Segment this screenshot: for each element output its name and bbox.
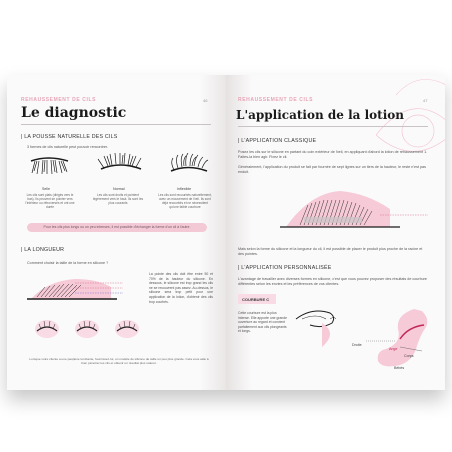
right-page [226,75,445,390]
section-heading-classique: | L'APPLICATION CLASSIQUE [238,138,317,144]
lash-type-desc-normal: Les cils sont droits et pointent légèrement vers le haut. Ils sont les plus courants [92,193,144,205]
curl-label-droite: Droite [352,343,362,347]
classique-caption: Mais selon la forme du silicone et la longueur du cil, il est possible de placer le produit plus proche de la racine et des pointes. [238,247,423,256]
title-divider-right [238,126,428,127]
section-heading-personnalisee: | L'APPLICATION PERSONNALISÉE [238,265,332,271]
silicone-length-diagram [27,275,125,305]
lotion-application-diagram [240,187,430,237]
lash-types-illustration [23,153,215,183]
classique-text-2: Généralement, l'application du produit se fait par fournée de sept lignes sur un tiers de la hauteur, le reste n'est pas enduit. [238,165,426,174]
lash-type-label-selle: Selle [42,187,50,191]
curl-diagram [356,299,434,371]
courbure-badge-label: COURBURE C [242,297,270,302]
curl-label-corps: Corps [404,354,414,358]
lash-selle-drawing [31,158,68,174]
courbure-badge [238,294,276,304]
section-heading-pousse: | LA POUSSE NATURELLE DES CILS [21,134,118,140]
lash-normal-drawing [98,153,141,169]
eye-thumbnail-3 [115,320,139,338]
lash-inflexible-drawing [171,153,208,171]
personnalisee-text: L'avantage de travailler avec diverses formes en silicone, c'est que vous pouvez proposer des résultats de courbure différentes selon les envies et les préférences de vos clientes. [238,277,427,286]
eye-profile-illustration [292,289,342,359]
brochure [7,75,445,390]
curl-label-bebes: Bébés [394,366,405,370]
title-divider [21,124,211,125]
lash-type-desc-selle: Les cils sont plats (dirigés vers le bas). Ils peuvent se pointer vers l'intérieur ou rétroversés et ont une durée [25,193,75,209]
curl-label-ange: Ange [389,347,398,351]
lash-type-label-inflexible: Inflexible [177,187,192,191]
longueur-text: La pointe des cils doit être entre 50 et 70% de la hauteur du silicone. En dessous, le silicone est trop grand les cils ne se recouvrent pas assez. Au-dessus, le silicone sera trop petit pour une application de la lotion, d'obtenir des cils trop courbés. [149,272,213,304]
section-intro-pousse: 3 formes de cils naturelle peut pouvoir rencontrer. [27,145,108,149]
right-title: L'application de la lotion [236,108,404,122]
lash-type-desc-inflexible: Les cils sont recourbés naturellement, avec un mouvement de l'œil. Ils sont déjà recourbés et ne nécessitent qu'une faible courbure [158,193,212,209]
classique-text-1: Posez les cils sur le silicone en partant du coin extérieur de l'œil, en appliquant d'abord la lotion de rehaussement 1. Faites-la bien agir. Fixez le cil. [238,150,428,159]
section-intro-longueur: Comment choisir la taille de la forme en silicone ? [27,261,109,265]
pousse-note: Pour les cils plus longs ou un peu intenses, il est possible d'échanger la forme d'un cil à l'autre. [27,223,207,232]
left-page-number: 46 [203,98,208,103]
eye-thumbnail-1 [35,320,59,338]
right-page-number: 47 [423,98,428,103]
left-title: Le diagnostic [21,105,127,121]
lash-type-label-normal: Normal [113,187,125,191]
courbure-text: Cette courbure est la plus intense. Elle apporte une grande ouverture au regard et convient parfaitement aux cils plongeants et longs. [238,311,288,334]
left-page [7,75,226,390]
section-heading-longueur: | LA LONGUEUR [21,247,65,253]
eye-thumbnails [33,315,143,343]
left-kicker: REHAUSSEMENT DE CILS [21,97,97,103]
eye-thumbnail-2 [75,320,99,338]
right-kicker: REHAUSSEMENT DE CILS [238,97,314,103]
longueur-note: Lorsque votre cliente a une paupière tombante, fournissez-lui, un modèle de silicone de taille un peu plus grande. Cela vous aide à bien pénétrer les cils et obtenir un résultat plus naturel. [29,357,209,365]
